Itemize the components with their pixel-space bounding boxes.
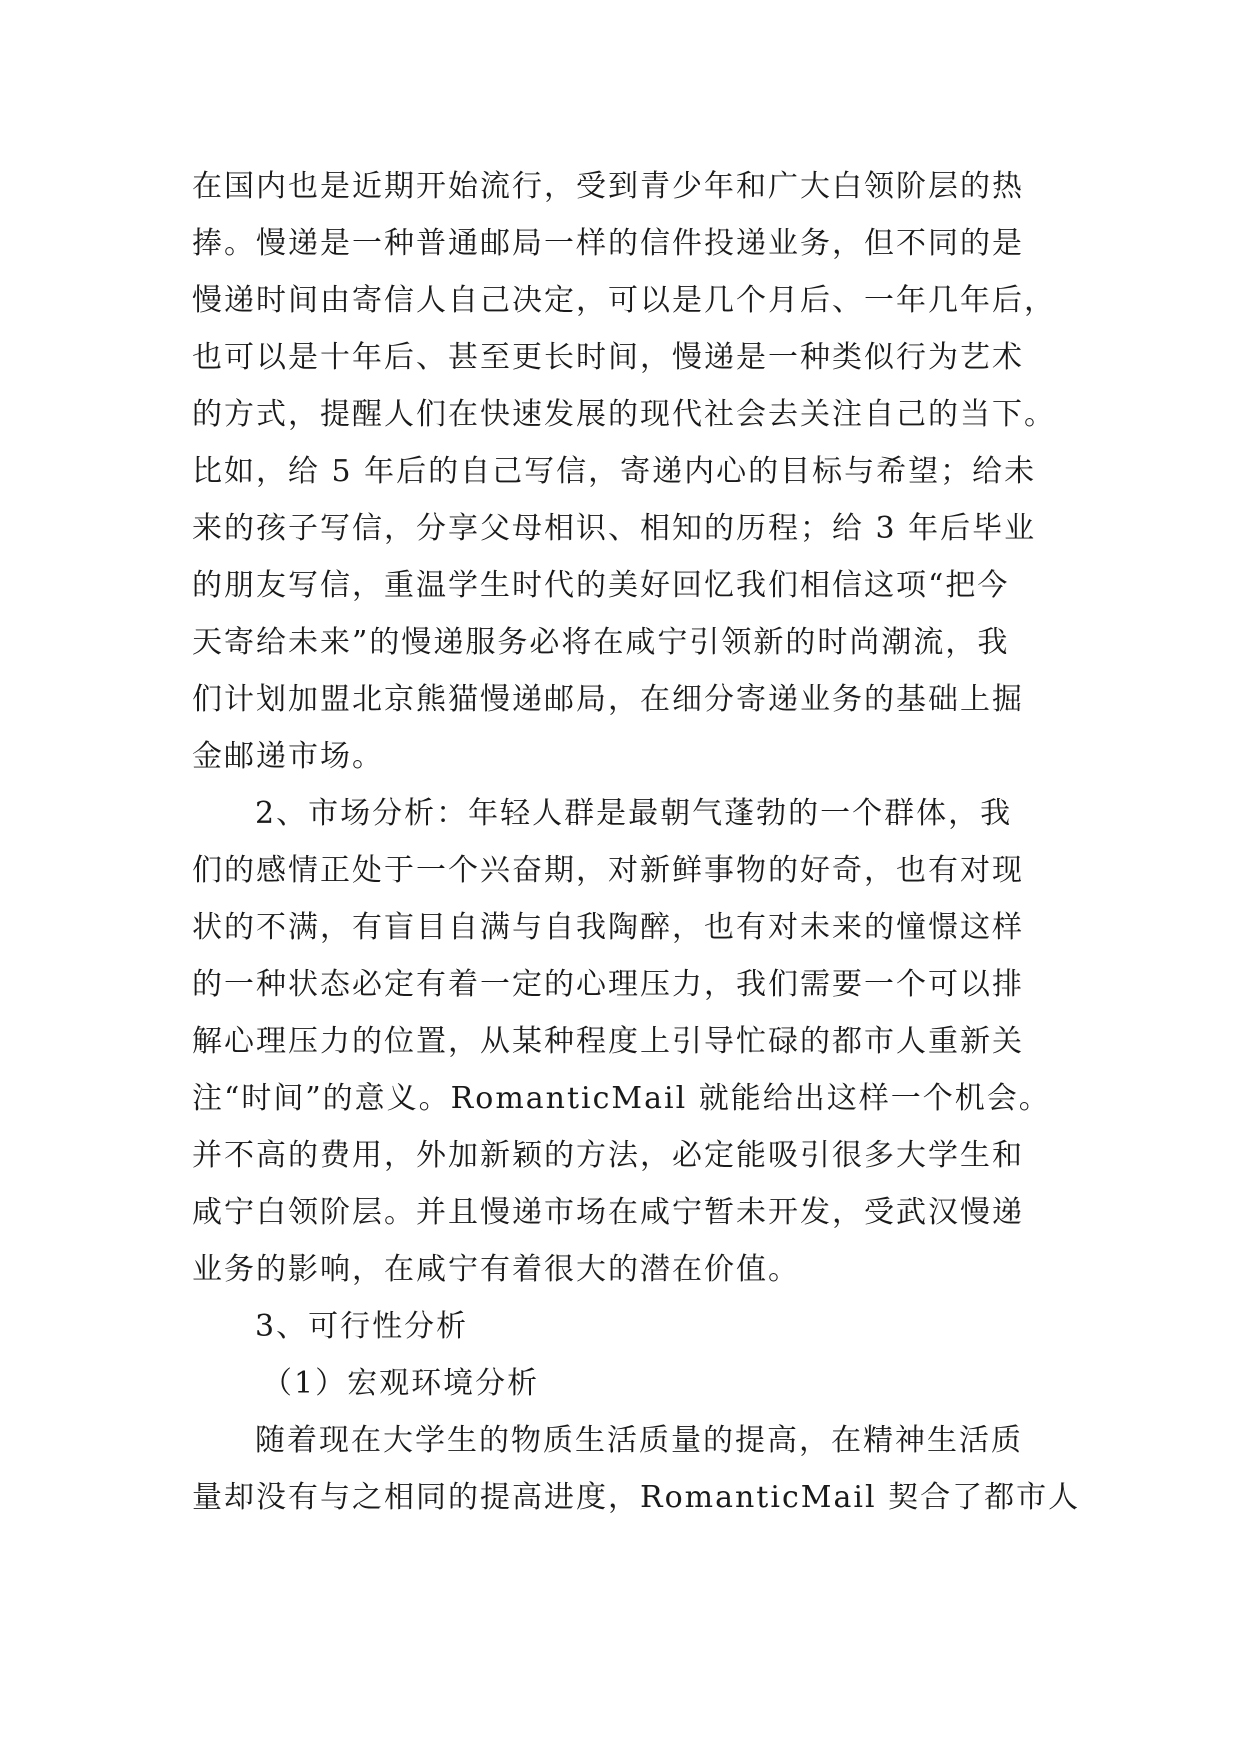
- text-line: 也可以是十年后、甚至更长时间，慢递是一种类似行为艺术: [192, 340, 1024, 375]
- text-line: 慢递时间由寄信人自己决定，可以是几个月后、一年几年后，: [192, 283, 1056, 318]
- text-line: 在国内也是近期开始流行，受到青少年和广大白领阶层的热: [192, 169, 1024, 204]
- text-line: 天寄给未来”的慢递服务必将在咸宁引领新的时尚潮流，我: [192, 625, 1010, 660]
- text-line: 业务的影响，在咸宁有着很大的潜在价值。: [192, 1252, 800, 1287]
- text-line: 们计划加盟北京熊猫慢递邮局，在细分寄递业务的基础上掘: [192, 682, 1024, 717]
- text-line: 随着现在大学生的物质生活质量的提高，在精神生活质: [255, 1423, 1023, 1458]
- text-line: 的朋友写信，重温学生时代的美好回忆我们相信这项“把今: [192, 568, 1010, 603]
- text-line: 的方式，提醒人们在快速发展的现代社会去关注自己的当下。: [192, 397, 1056, 432]
- section-heading-market-analysis: 2、市场分析：年轻人群是最朝气蓬勃的一个群体，我: [255, 796, 1013, 831]
- text-line: 的一种状态必定有着一定的心理压力，我们需要一个可以排: [192, 967, 1024, 1002]
- text-line: 咸宁白领阶层。并且慢递市场在咸宁暂未开发，受武汉慢递: [192, 1195, 1024, 1230]
- text-line: 注“时间”的意义。RomanticMail 就能给出这样一个机会。: [192, 1081, 1051, 1116]
- text-line: 金邮递市场。: [192, 739, 384, 774]
- text-line: 并不高的费用，外加新颖的方法，必定能吸引很多大学生和: [192, 1138, 1024, 1173]
- text-line: 们的感情正处于一个兴奋期，对新鲜事物的好奇，也有对现: [192, 853, 1024, 888]
- text-line: 来的孩子写信，分享父母相识、相知的历程；给 3 年后毕业: [192, 511, 1037, 546]
- text-line: 捧。慢递是一种普通邮局一样的信件投递业务，但不同的是: [192, 226, 1024, 261]
- text-line: 比如，给 5 年后的自己写信，寄递内心的目标与希望；给未: [192, 454, 1037, 489]
- subsection-heading-macro-environment: （1）宏观环境分析: [262, 1366, 540, 1401]
- text-line: 量却没有与之相同的提高进度，RomanticMail 契合了都市人: [192, 1480, 1081, 1515]
- text-line: 状的不满，有盲目自满与自我陶醉，也有对未来的憧憬这样: [192, 910, 1024, 945]
- text-line: 解心理压力的位置，从某种程度上引导忙碌的都市人重新关: [192, 1024, 1024, 1059]
- section-heading-feasibility: 3、可行性分析: [255, 1309, 469, 1344]
